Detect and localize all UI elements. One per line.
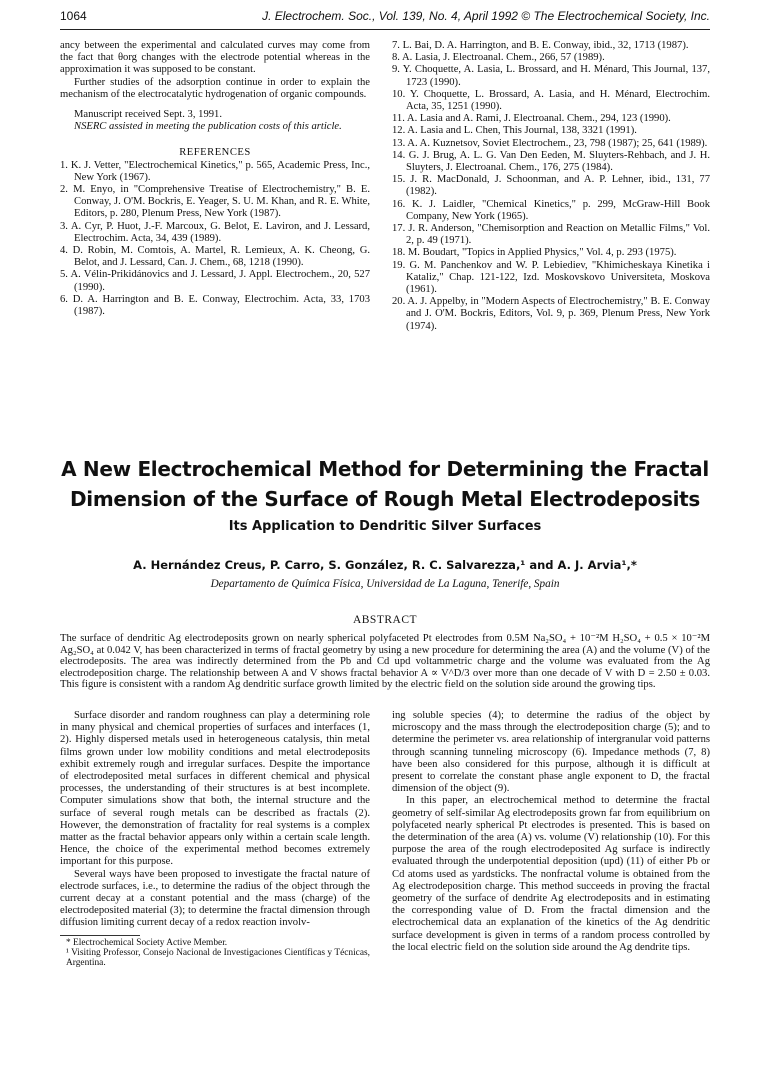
reference-item: 4. D. Robin, M. Comtois, A. Martel, R. Lemieux, A. K. Cheong, G. Belot, and J. Lessard, Can. J. Chem., 68, 1218 (1990). <box>60 245 370 269</box>
reference-item: 19. G. M. Panchenkov and W. P. Lebiediev, "Khimicheskaya Kinetika i Kataliz," Chap. 121-122, Izd. Moskovskovo Universiteta, Moskova (1961). <box>392 259 710 296</box>
reference-item: 12. A. Lasia and L. Chen, This Journal, 138, 3321 (1991). <box>392 125 637 137</box>
reference-item: 17. J. R. Anderson, "Chemisorption and Reaction on Metallic Films," Vol. 2, p. 49 (1971). <box>392 223 710 247</box>
reference-item: 10. Y. Choquette, L. Brossard, A. Lasia, and H. Ménard, Electrochim. Acta, 35, 1251 (1990). <box>392 88 710 113</box>
body-paragraph: Surface disorder and random roughness can play a determining role in many physical and chemical properties of surfaces and interfaces (1, 2). Highly dispersed metals used in heterogeneous catalysis, thin metal films grown under low mobility conditions and metal electrodeposits exhibit extremely rough and irregular surfaces. Despite the importance of electrodeposited metal surfaces in different chemical and physical processes, the understanding of their structures is at best incomplete. Computer simulations show that both, the internal structure and the surface of several rough metals can be described as fractals (2). However, the demonstration of fractality for real systems is a complex matter as the fractal behavior appears only within a certain scale length. Hence, the choice of the experimental method becomes extremely important for this purpose. <box>60 710 370 868</box>
journal-citation: J. Electrochem. Soc., Vol. 139, No. 4, April 1992 © The Electrochemical Society, Inc. <box>262 9 710 23</box>
author-list: A. Hernández Creus, P. Carro, S. González, R. C. Salvarezza,¹ and A. J. Arvia¹,* <box>133 558 637 572</box>
body-paragraph: In this paper, an electrochemical method to determine the fractal geometry of self-similar Ag electrodeposits grown far from equilibrium on polyfaceted nearly spherical Pt electrodes is presented. This is based on the determination of the area (A) vs. volume (V) relationship (10). For this purpose the area of the rough electrodeposited Ag surface is indirectly evaluated through the underpotential deposition (upd) (11) of either Pb or Cd atoms used as yardsticks. The nonfractal volume is obtained from the Ag electrodeposition charge. This method succeeds in proving the fractal geometry of the surface of dendrite Ag electrodeposits and in estimating the corresponding value of D. From the fractal dimension and the electrochemical data an explanation of the kinetics of the Ag dendritic surface development is given in terms of a random process controlled by the local electric field on the solution side around the Ag dendrite tips. <box>392 795 710 953</box>
page-number: 1064 <box>60 9 87 23</box>
abstract-heading: ABSTRACT <box>352 614 418 626</box>
body-left-column <box>60 710 370 969</box>
reference-item: 2. M. Enyo, in "Comprehensive Treatise of Electrochemistry," B. E. Conway, J. O'M. Bockris, E. Yeager, S. U. M. Khan, and R. E. White, Editors, p. 280, Plenum Press, New York (1987). <box>60 184 370 220</box>
affiliation: Departamento de Química Física, Universidad de La Laguna, Tenerife, Spain <box>210 578 560 590</box>
reference-item: 15. J. R. MacDonald, J. Schoonman, and A. P. Lehner, ibid., 131, 77 (1982). <box>392 174 710 198</box>
prev-article-right-column <box>392 40 710 333</box>
body-paragraph: Several ways have been proposed to investigate the fractal nature of electrode surfaces, i.e., to determine the radius of the object through the current decay at a constant potential and the mass (charge) of the electrodeposited material (3); to determine the fractal dimension through diffusion limiting current decay of a redox reaction involv- <box>60 868 370 929</box>
references-heading: REFERENCES <box>179 147 251 159</box>
reference-item: 11. A. Lasia and A. Rami, J. Electroanal. Chem., 294, 123 (1990). <box>392 113 671 125</box>
reference-item: 1. K. J. Vetter, "Electrochemical Kinetics," p. 565, Academic Press, Inc., New York (1967). <box>60 159 370 183</box>
reference-item: 8. A. Lasia, J. Electroanal. Chem., 266, 57 (1989). <box>392 52 605 64</box>
footnote-rule <box>60 935 140 936</box>
manuscript-received: Manuscript received Sept. 3, 1991. <box>74 109 222 121</box>
reference-item: 13. A. A. Kuznetsov, Soviet Electrochem., 23, 798 (1987); 25, 641 (1989). <box>392 137 708 149</box>
reference-item: 6. D. A. Harrington and B. E. Conway, Electrochim. Acta, 33, 1703 (1987). <box>60 293 370 318</box>
reference-item: 14. G. J. Brug, A. L. G. Van Den Eeden, M. Sluyters-Rehbach, and J. H. Sluyters, J. Electroanal. Chem., 176, 275 (1984). <box>392 149 710 174</box>
prev-paragraph-2: Further studies of the adsorption continue in order to explain the mechanism of the electrocatalytic hydrogenation of organic compounds. <box>60 76 370 100</box>
reference-item: 7. L. Bai, D. A. Harrington, and B. E. Conway, ibid., 32, 1713 (1987). <box>392 40 689 51</box>
reference-item: 9. Y. Choquette, A. Lasia, L. Brossard, and H. Ménard, This Journal, 137, 1723 (1990). <box>392 64 710 88</box>
reference-item: 3. A. Cyr, P. Huot, J.-F. Marcoux, G. Belot, E. Laviron, and J. Lessard, Electrochim. Acta, 34, 439 (1989). <box>60 220 370 244</box>
running-header <box>60 9 710 29</box>
prev-article-left-column <box>60 40 370 318</box>
article-title <box>60 454 710 514</box>
body-right-column <box>392 710 710 954</box>
header-rule <box>60 29 710 30</box>
reference-item: 16. K. J. Laidler, "Chemical Kinetics," p. 299, McGraw-Hill Book Company, New York (1965). <box>392 198 710 222</box>
title-line-1: A New Electrochemical Method for Determining the Fractal <box>61 457 709 481</box>
reference-item: 18. M. Boudart, "Topics in Applied Physics," Vol. 4, p. 293 (1975). <box>392 247 677 259</box>
abstract-text: The surface of dendritic Ag electrodeposits grown on nearly spherical polyfaceted Pt electrodes from 0.5M Na₂SO₄ + 10⁻²M H₂SO₄ + 0.5 × 10⁻²M Ag₂SO₄ at 0.042 V, has been characterized in terms of fractal geometry by using a new procedure for determining the area (A) and the volume (V) of the electrodeposits. The area was indirectly determined from the Pb and Cd upd voltammetric charge and the volume was evaluated from the Ag electrodeposition charge. The relationship between A and V shows fractal behavior A ∝ V^D/3 over more than one decade of V with D = 2.50 ± 0.03. This figure is consistent with a random Ag dendritic surface growth limited by the electric field on the solution side around the growing tips. <box>60 633 710 691</box>
nserc-note: NSERC assisted in meeting the publication costs of this article. <box>74 121 342 133</box>
body-paragraph: ing soluble species (4); to determine the radius of the object by microscopy and the mass through the electrodeposition charge (5); and to determine the perimeter vs. area relationship of intergranular void patterns through scanning tunneling microscopy (6). Impedance methods (7, 8) have been also considered for this purpose, although it is difficult at present to correlate the constant phase angle exponent to D, the fractal dimension of the object (9). <box>392 710 710 795</box>
footnote-visiting-professor: ¹ Visiting Professor, Consejo Nacional de Investigaciones Científicas y Técnicas, Argentina. <box>66 948 370 969</box>
article-subtitle: Its Application to Dendritic Silver Surfaces <box>228 519 542 534</box>
footnote-active-member: * Electrochemical Society Active Member. <box>66 937 228 948</box>
title-line-2: Dimension of the Surface of Rough Metal Electrodeposits <box>69 487 701 511</box>
reference-item: 5. A. Vélin-Prikidánovics and J. Lessard, J. Appl. Electrochem., 20, 527 (1990). <box>60 269 370 293</box>
prev-paragraph-1: ancy between the experimental and calculated curves may come from the fact that θorg changes with the electrode potential whereas in the approximation it was supposed to be constant. <box>60 40 370 76</box>
reference-item: 20. A. J. Appelby, in "Modern Aspects of Electrochemistry," B. E. Conway and J. O'M. Bockris, Editors, Vol. 9, p. 369, Plenum Press, New York (1974). <box>392 296 710 332</box>
